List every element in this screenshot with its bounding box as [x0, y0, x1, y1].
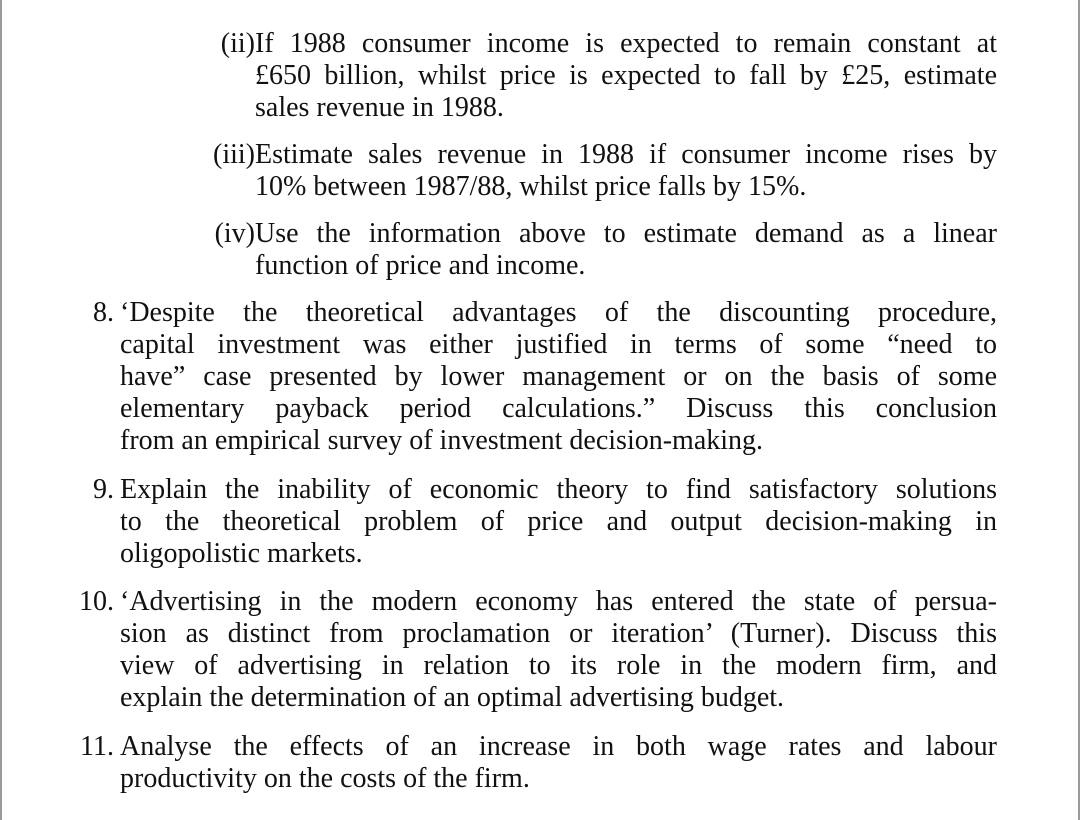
text-line: Explain the inability of economic theory to find satisfactory solutions [120, 474, 997, 505]
question-number: 11. [80, 731, 114, 762]
text-line: sales revenue in 1988. [255, 92, 504, 123]
text-line: function of price and income. [255, 250, 586, 281]
question-number: 9. [93, 474, 114, 505]
page-left-edge [0, 0, 2, 820]
text-line: view of advertising in relation to its role in the modern firm, and [120, 650, 997, 681]
text-line: have” case presented by lower management or on the basis of some [120, 361, 997, 392]
text-line: Analyse the effects of an increase in both wage rates and labour [120, 731, 997, 762]
subquestion-text [255, 218, 997, 282]
text-line: ‘Despite the theoretical advantages of the discounting procedure, [120, 297, 997, 328]
question-text [120, 474, 997, 570]
question-number: 10. [79, 586, 114, 617]
text-line: explain the determination of an optimal advertising budget. [120, 682, 785, 713]
question-number: 8. [93, 297, 114, 328]
text-line: elementary payback period calculations.” Discuss this conclusion [120, 393, 997, 424]
text-line: Estimate sales revenue in 1988 if consumer income rises by [255, 139, 997, 170]
subquestion-label: (iii) [213, 139, 255, 170]
subquestion-text [255, 139, 997, 203]
text-line: to the theoretical problem of price and output decision-making in [120, 506, 997, 537]
text-line: £650 billion, whilst price is expected to fall by £25, estimate [255, 60, 997, 91]
text-line: sion as distinct from proclamation or iteration’ (Turner). Discuss this [120, 618, 997, 649]
question-text [120, 297, 997, 457]
text-line: capital investment was either justified in terms of some “need to [120, 329, 997, 360]
text-line: Use the information above to estimate demand as a linear [255, 218, 997, 249]
subquestion-text [255, 28, 997, 124]
text-line: If 1988 consumer income is expected to remain constant at [255, 28, 997, 59]
text-line: ‘Advertising in the modern economy has entered the state of persua- [120, 586, 997, 617]
subquestion-label: (ii) [220, 28, 255, 59]
text-line: from an empirical survey of investment decision-making. [120, 425, 764, 456]
text-line: oligopolistic markets. [120, 538, 363, 569]
subquestion-label: (iv) [214, 218, 255, 249]
question-text [120, 731, 997, 795]
question-text [120, 586, 997, 714]
text-line: 10% between 1987/88, whilst price falls by 15%. [255, 171, 807, 202]
text-line: productivity on the costs of the firm. [120, 763, 530, 794]
